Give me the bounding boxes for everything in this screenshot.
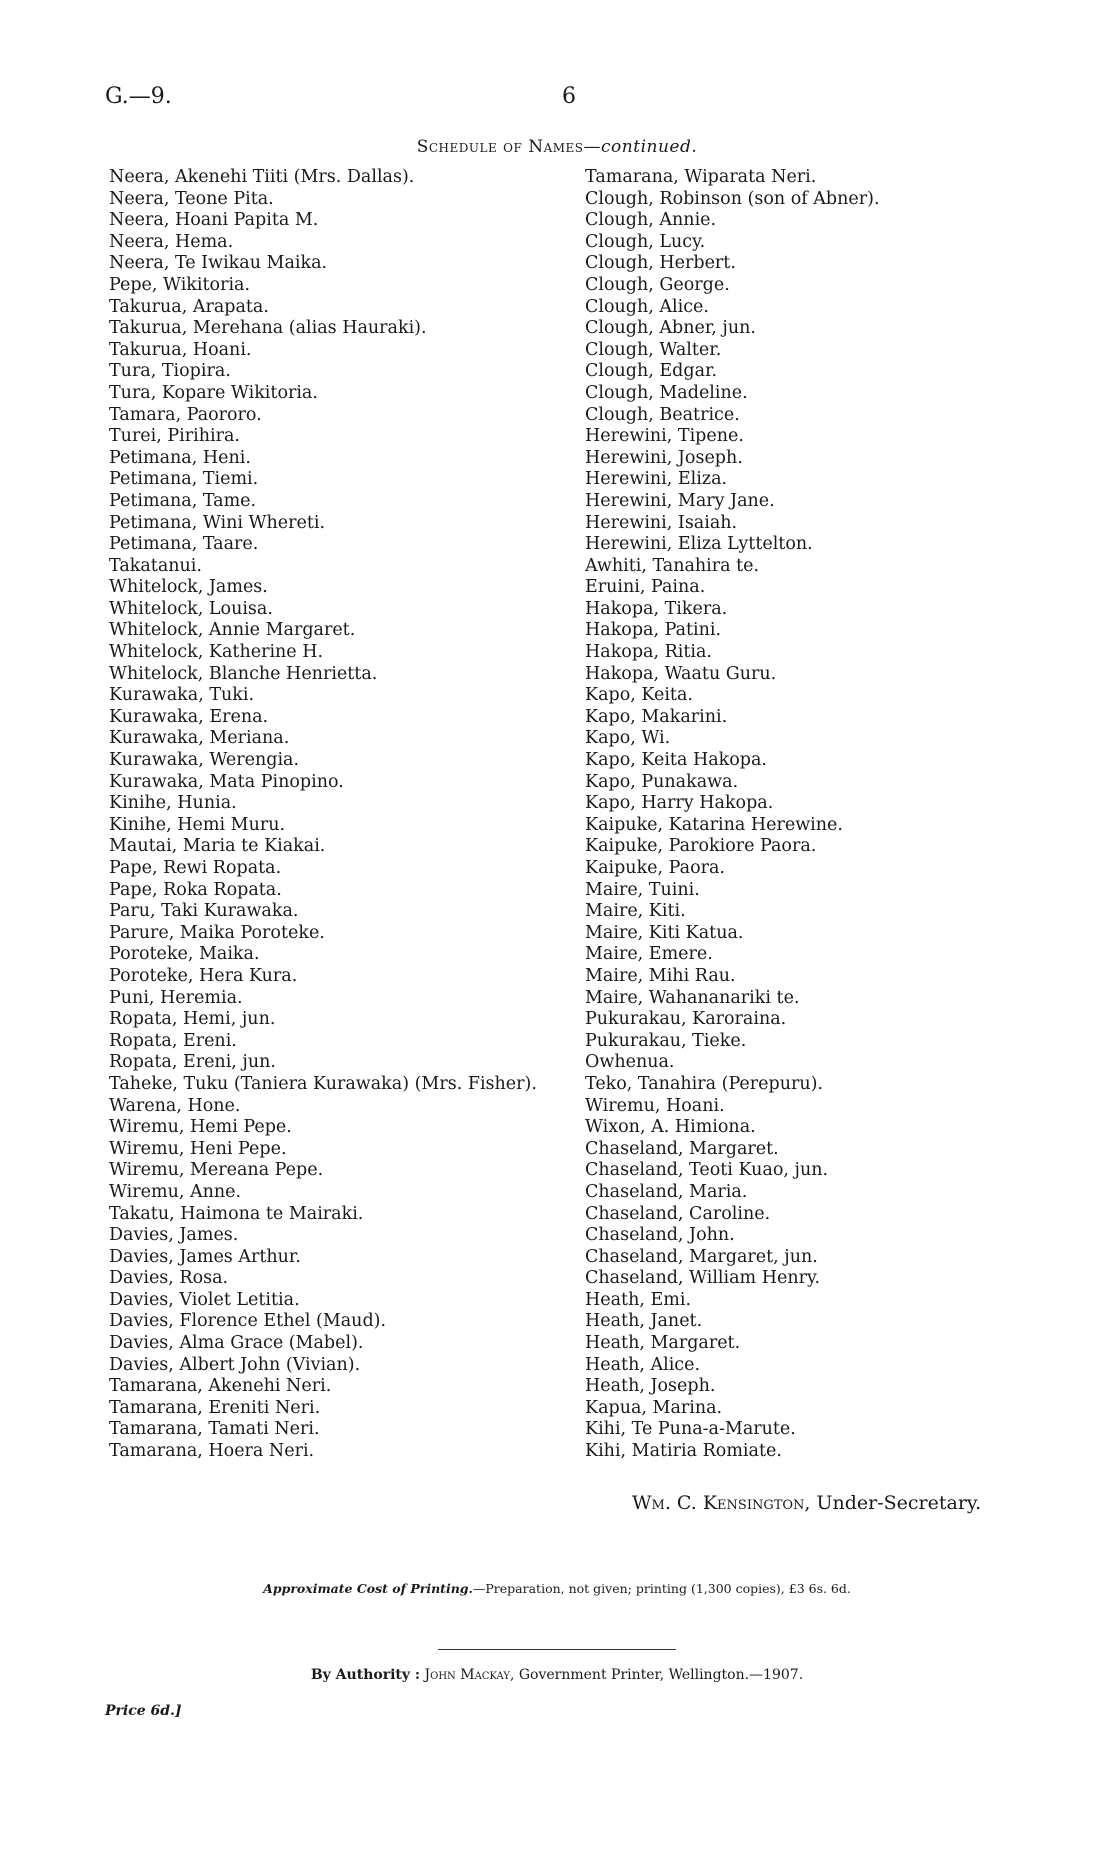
name-entry: Pukurakau, Karoraina.: [585, 1009, 787, 1030]
name-entry: Takurua, Hoani.: [109, 339, 252, 360]
name-entry: Whitelock, James.: [109, 577, 268, 598]
name-entry: Pukurakau, Tieke.: [585, 1030, 747, 1051]
name-entry: Clough, Annie.: [585, 210, 717, 231]
name-entry: Herewini, Isaiah.: [585, 512, 738, 533]
authority-text: , Government Printer, Wellington.—1907.: [509, 1667, 804, 1683]
name-entry: Petimana, Wini Whereti.: [109, 512, 326, 533]
name-entry: Kapo, Keita Hakopa.: [585, 750, 767, 771]
name-entry: Wiremu, Mereana Pepe.: [109, 1160, 324, 1181]
name-entry: Chaseland, Margaret.: [585, 1138, 779, 1159]
name-entry: Herewini, Joseph.: [585, 447, 743, 468]
name-entry: Tamara, Paororo.: [109, 404, 262, 425]
name-entry: Davies, Albert John (Vivian).: [109, 1354, 361, 1375]
name-entry: Heath, Joseph.: [585, 1376, 716, 1397]
name-entry: Chaseland, Margaret, jun.: [585, 1246, 818, 1267]
name-entry: Petimana, Tame.: [109, 490, 257, 511]
name-entry: Herewini, Eliza.: [585, 469, 728, 490]
name-entry: Neera, Hema.: [109, 231, 234, 252]
name-entry: Takurua, Arapata.: [109, 296, 269, 317]
name-entry: Clough, Beatrice.: [585, 404, 740, 425]
name-entry: Mautai, Maria te Kiakai.: [109, 836, 326, 857]
name-entry: Heath, Janet.: [585, 1311, 703, 1332]
name-entry: Kaipuke, Paora.: [585, 858, 725, 878]
name-entry: Petimana, Taare.: [109, 534, 259, 555]
name-entry: Kaipuke, Parokiore Paora.: [585, 836, 817, 857]
name-entry: Kurawaka, Mata Pinopino.: [109, 771, 344, 792]
name-entry: Kaipuke, Katarina Herewine.: [585, 814, 843, 835]
price-note: Price 6d.]: [105, 1703, 182, 1719]
name-entry: Poroteke, Hera Kura.: [109, 965, 298, 986]
name-entry: Poroteke, Maika.: [109, 944, 260, 965]
name-entry: Clough, George.: [585, 274, 730, 295]
names-column-left: [109, 167, 537, 1463]
name-entry: Whitelock, Annie Margaret.: [109, 620, 356, 641]
name-entry: Davies, James Arthur.: [109, 1246, 301, 1267]
name-entry: Taheke, Tuku (Taniera Kurawaka) (Mrs. Fisher).: [109, 1073, 537, 1094]
name-entry: Warena, Hone.: [109, 1095, 241, 1116]
name-entry: Maire, Kiti.: [585, 901, 686, 922]
cost-text: —Preparation, not given; printing (1,300 copies), £3 6s. 6d.: [472, 1581, 851, 1596]
name-entry: Chaseland, William Henry.: [585, 1268, 821, 1289]
name-entry: Davies, James.: [109, 1225, 239, 1246]
name-entry: Herewini, Eliza Lyttelton.: [585, 534, 813, 555]
printing-cost-note: [0, 1581, 1114, 1596]
name-entry: Whitelock, Katherine H.: [109, 642, 324, 663]
name-entry: Wiremu, Hemi Pepe.: [109, 1117, 292, 1138]
name-entry: Petimana, Tiemi.: [109, 469, 259, 490]
name-entry: Kinihe, Hemi Muru.: [109, 814, 286, 835]
name-entry: Kurawaka, Meriana.: [109, 728, 290, 749]
name-entry: Kapo, Harry Hakopa.: [585, 793, 774, 814]
divider-rule: [438, 1649, 676, 1650]
name-entry: Maire, Wahananariki te.: [585, 987, 800, 1008]
name-entry: Wixon, A. Himiona.: [585, 1117, 756, 1138]
name-entry: Kihi, Matiria Romiate.: [585, 1441, 782, 1462]
signature-name: Wm. C. Kensington: [632, 1492, 805, 1514]
name-entry: Maire, Tuini.: [585, 879, 700, 900]
name-entry: Turei, Pirihira.: [109, 426, 240, 447]
name-entry: Kapo, Wi.: [585, 728, 671, 749]
name-entry: Clough, Herbert.: [585, 253, 736, 274]
name-entry: Maire, Mihi Rau.: [585, 965, 736, 986]
name-entry: Chaseland, Teoti Kuao, jun.: [585, 1160, 829, 1181]
name-entry: Davies, Rosa.: [109, 1268, 229, 1289]
name-entry: Heath, Alice.: [585, 1354, 701, 1375]
name-entry: Chaseland, Caroline.: [585, 1203, 771, 1224]
name-entry: Heath, Margaret.: [585, 1333, 741, 1354]
name-entry: Herewini, Mary Jane.: [585, 490, 775, 511]
name-entry: Pape, Rewi Ropata.: [109, 858, 282, 878]
name-entry: Clough, Robinson (son of Abner).: [585, 188, 880, 209]
printer-name: John Mackay: [424, 1667, 510, 1683]
name-entry: Clough, Edgar.: [585, 361, 718, 382]
name-entry: Davies, Florence Ethel (Maud).: [109, 1311, 387, 1332]
name-entry: Pepe, Wikitoria.: [109, 274, 251, 295]
name-entry: Eruini, Paina.: [585, 577, 706, 598]
name-entry: Kurawaka, Werengia.: [109, 750, 300, 771]
name-entry: Hakopa, Ritia.: [585, 642, 712, 663]
name-entry: Tura, Tiopira.: [109, 361, 231, 382]
name-entry: Kurawaka, Tuki.: [109, 685, 255, 706]
name-entry: Kapua, Marina.: [585, 1397, 723, 1418]
name-entry: Clough, Madeline.: [585, 382, 748, 403]
name-entry: Kinihe, Hunia.: [109, 793, 237, 814]
schedule-title: [0, 137, 1114, 157]
name-entry: Clough, Walter.: [585, 339, 722, 360]
name-entry: Kurawaka, Erena.: [109, 706, 269, 727]
name-entry: Wiremu, Anne.: [109, 1181, 242, 1202]
name-entry: Maire, Emere.: [585, 944, 713, 965]
name-entry: Chaseland, Maria.: [585, 1181, 748, 1202]
name-entry: Clough, Lucy.: [585, 231, 706, 252]
schedule-continued: —continued.: [583, 137, 698, 157]
name-entry: Herewini, Tipene.: [585, 426, 744, 447]
name-entry: Teko, Tanahira (Perepuru).: [585, 1073, 824, 1094]
name-entry: Tamarana, Tamati Neri.: [109, 1419, 320, 1440]
name-entry: Takatu, Haimona te Mairaki.: [109, 1203, 364, 1224]
name-entry: Hakopa, Tikera.: [585, 598, 728, 619]
name-entry: Heath, Emi.: [585, 1289, 692, 1310]
name-entry: Pape, Roka Ropata.: [109, 879, 282, 900]
name-entry: Neera, Hoani Papita M.: [109, 210, 319, 231]
name-entry: Maire, Kiti Katua.: [585, 922, 744, 943]
name-entry: Neera, Te Iwikau Maika.: [109, 253, 328, 274]
name-entry: Ropata, Ereni.: [109, 1030, 237, 1051]
name-entry: Ropata, Ereni, jun.: [109, 1052, 276, 1073]
signature: [632, 1492, 981, 1514]
name-entry: Ropata, Hemi, jun.: [109, 1009, 276, 1030]
name-entry: Petimana, Heni.: [109, 447, 251, 468]
name-entry: Clough, Alice.: [585, 296, 709, 317]
name-entry: Davies, Violet Letitia.: [109, 1289, 300, 1310]
name-entry: Awhiti, Tanahira te.: [585, 555, 760, 576]
name-entry: Kapo, Punakawa.: [585, 771, 739, 792]
names-column-right: [585, 167, 880, 1463]
name-entry: Parure, Maika Poroteke.: [109, 922, 325, 943]
page-number: 6: [562, 84, 576, 109]
document-reference: G.—9.: [105, 84, 172, 109]
name-entry: Takurua, Merehana (alias Hauraki).: [109, 318, 427, 339]
name-entry: Kapo, Makarini.: [585, 706, 728, 727]
name-entry: Wiremu, Hoani.: [585, 1095, 725, 1116]
name-entry: Neera, Teone Pita.: [109, 188, 274, 209]
name-entry: Takatanui.: [109, 555, 202, 576]
authority-line: [0, 1667, 1114, 1683]
schedule-title-text: Schedule of Names: [416, 137, 584, 157]
cost-label: Approximate Cost of Printing.: [263, 1581, 473, 1596]
name-entry: Kihi, Te Puna-a-Marute.: [585, 1419, 796, 1440]
signature-title: , Under-Secretary.: [804, 1492, 982, 1514]
name-entry: Hakopa, Patini.: [585, 620, 722, 641]
name-entry: Whitelock, Louisa.: [109, 598, 273, 619]
name-entry: Whitelock, Blanche Henrietta.: [109, 663, 378, 684]
name-entry: Paru, Taki Kurawaka.: [109, 901, 299, 922]
name-entry: Tamarana, Akenehi Neri.: [109, 1376, 332, 1397]
name-entry: Neera, Akenehi Tiiti (Mrs. Dallas).: [109, 167, 415, 187]
name-entry: Tura, Kopare Wikitoria.: [109, 382, 318, 403]
name-entry: Tamarana, Ereniti Neri.: [109, 1397, 321, 1418]
name-entry: Tamarana, Wiparata Neri.: [585, 167, 817, 187]
name-entry: Clough, Abner, jun.: [585, 318, 756, 339]
name-entry: Wiremu, Heni Pepe.: [109, 1138, 287, 1159]
authority-label: By Authority :: [310, 1667, 421, 1683]
name-entry: Hakopa, Waatu Guru.: [585, 663, 777, 684]
name-entry: Tamarana, Hoera Neri.: [109, 1441, 315, 1462]
name-entry: Kapo, Keita.: [585, 685, 693, 706]
name-entry: Puni, Heremia.: [109, 987, 243, 1008]
name-entry: Owhenua.: [585, 1052, 675, 1073]
name-entry: Davies, Alma Grace (Mabel).: [109, 1333, 364, 1354]
name-entry: Chaseland, John.: [585, 1225, 735, 1246]
